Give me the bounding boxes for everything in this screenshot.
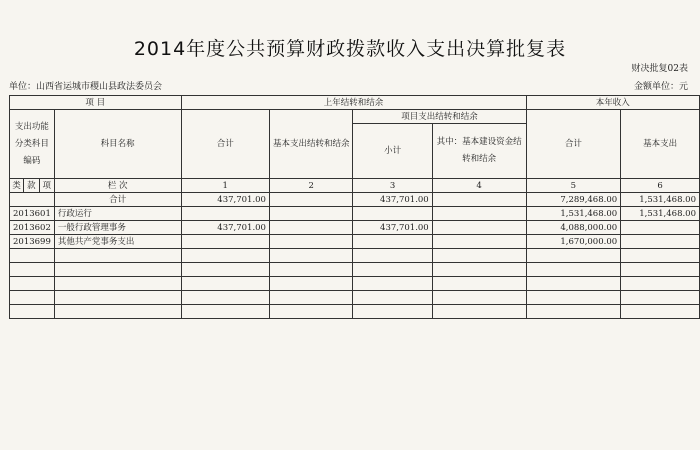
- empty-row: [10, 263, 700, 277]
- table-row: [10, 235, 700, 249]
- row-c4: [432, 193, 526, 207]
- header-class: 类: [10, 179, 24, 193]
- col-num-5: 5: [526, 179, 621, 193]
- row-c5: 7,289,468.00: [526, 193, 621, 207]
- budget-table: [9, 95, 700, 319]
- col-num-6: 6: [621, 179, 700, 193]
- row-code: 2013601: [10, 207, 55, 221]
- row-name: 其他共产党事务支出: [54, 235, 181, 249]
- row-c1: 437,701.00: [181, 193, 269, 207]
- row-c5: 1,670,000.00: [526, 235, 621, 249]
- row-c2: [269, 221, 353, 235]
- table-row: [10, 221, 700, 235]
- row-c3: [353, 207, 432, 221]
- header-item-level: 项: [39, 179, 54, 193]
- row-c3: 437,701.00: [353, 193, 432, 207]
- header-total-1: 合计: [181, 110, 269, 179]
- row-c6: 1,531,468.00: [621, 207, 700, 221]
- row-c2: [269, 193, 353, 207]
- header-project-carryover: 项目支出结转和结余: [353, 110, 526, 124]
- col-num-3: 3: [353, 179, 432, 193]
- header-capital-construction: 其中：基本建设资金结转和结余: [432, 124, 526, 179]
- header-current-income: 本年收入: [526, 96, 699, 110]
- row-c1: 437,701.00: [181, 221, 269, 235]
- row-c1: [181, 235, 269, 249]
- row-c3: 437,701.00: [353, 221, 432, 235]
- row-c4: [432, 235, 526, 249]
- header-basic-carryover: 基本支出结转和结余: [269, 110, 353, 179]
- header-column-label: 栏 次: [54, 179, 181, 193]
- header-row-2: [10, 110, 700, 124]
- empty-row: [10, 277, 700, 291]
- row-c6: 1,531,468.00: [621, 193, 700, 207]
- row-c3: [353, 235, 432, 249]
- col-num-4: 4: [432, 179, 526, 193]
- header-subject-name: 科目名称: [54, 110, 181, 179]
- unit-label: 单位：山西省运城市稷山县政法委员会: [9, 82, 163, 92]
- row-c4: [432, 221, 526, 235]
- amount-unit: 金额单位：元: [633, 82, 688, 92]
- header-item: 项 目: [10, 96, 182, 110]
- header-subtotal: 小计: [353, 124, 432, 179]
- row-c4: [432, 207, 526, 221]
- header-total-5: 合计: [526, 110, 621, 179]
- empty-row: [10, 305, 700, 319]
- col-num-1: 1: [181, 179, 269, 193]
- header-section: 款: [24, 179, 39, 193]
- row-c2: [269, 235, 353, 249]
- page-title: 2014年度公共预算财政拨款收入支出决算批复表: [133, 38, 567, 60]
- row-code: [10, 193, 55, 207]
- header-prev-year-carryover: 上年结转和结余: [181, 96, 526, 110]
- empty-row: [10, 249, 700, 263]
- header-func-class-code: 支出功能分类科目编码: [10, 110, 55, 179]
- table-row: [10, 193, 700, 207]
- row-c1: [181, 207, 269, 221]
- empty-row: [10, 291, 700, 305]
- row-code: 2013602: [10, 221, 55, 235]
- form-code: 财决批复02表: [631, 64, 688, 74]
- row-name: 一般行政管理事务: [54, 221, 181, 235]
- header-row-4: [10, 179, 700, 193]
- header-row-1: [10, 96, 700, 110]
- row-c6: [621, 221, 700, 235]
- row-name: 行政运行: [54, 207, 181, 221]
- row-c5: 1,531,468.00: [526, 207, 621, 221]
- row-c6: [621, 235, 700, 249]
- row-code: 2013699: [10, 235, 55, 249]
- header-basic-expense: 基本支出: [621, 110, 700, 179]
- row-name: 合计: [54, 193, 181, 207]
- row-c5: 4,088,000.00: [526, 221, 621, 235]
- col-num-2: 2: [269, 179, 353, 193]
- table-row: [10, 207, 700, 221]
- row-c2: [269, 207, 353, 221]
